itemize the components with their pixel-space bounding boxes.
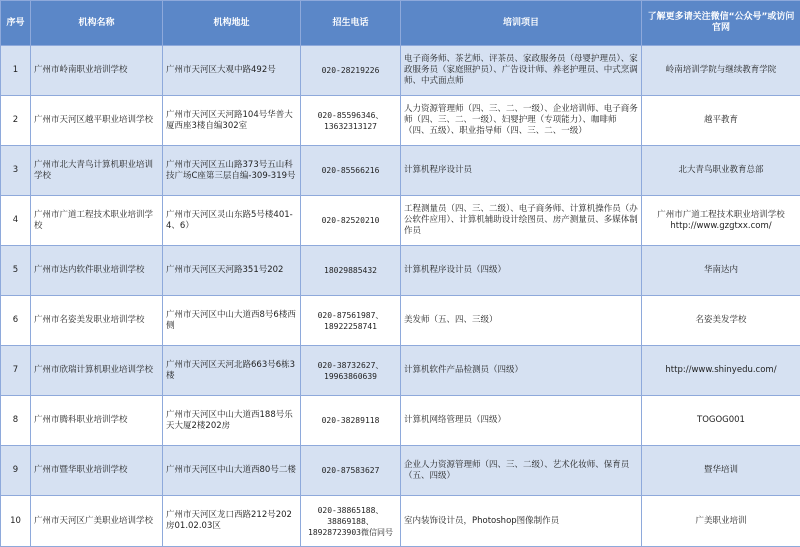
row-number: 10 bbox=[1, 496, 31, 547]
training-programs: 室内装饰设计员，Photoshop图像制作员 bbox=[401, 496, 642, 547]
school-name: 广州市达内软件职业培训学校 bbox=[31, 246, 163, 296]
school-phone: 020-87561987、18922258741 bbox=[301, 296, 401, 346]
training-programs: 工程测量员（四、三、二级）、电子商务师、计算机操作员（办公软件应用）、计算机辅助设计绘图员、房产测量员、多媒体制作员 bbox=[401, 196, 642, 246]
school-phone: 020-85596346、13632313127 bbox=[301, 96, 401, 146]
school-phone: 020-38732627、19963860639 bbox=[301, 346, 401, 396]
training-programs: 计算机程序设计员（四级） bbox=[401, 246, 642, 296]
school-address: 广州市天河区灵山东路5号楼401-4、6） bbox=[163, 196, 301, 246]
table-row bbox=[1, 396, 800, 446]
contact-info: 暨华培训 bbox=[642, 446, 800, 496]
header-name: 机构名称 bbox=[31, 1, 163, 46]
table-row bbox=[1, 246, 800, 296]
table-row bbox=[1, 496, 800, 547]
training-programs: 企业人力资源管理师（四、三、二级）、艺术化妆师、保育员（五、四级） bbox=[401, 446, 642, 496]
table-row bbox=[1, 196, 800, 246]
school-address: 广州市天河区天河北路663号6栋3楼 bbox=[163, 346, 301, 396]
school-address: 广州市天河区中山大道西80号二楼 bbox=[163, 446, 301, 496]
table-row bbox=[1, 146, 800, 196]
header-contact: 了解更多请关注微信“公众号”或访问官网 bbox=[642, 1, 800, 46]
row-number: 2 bbox=[1, 96, 31, 146]
training-programs: 电子商务师、茶艺师、评茶员、家政服务员（母婴护理员）、家政服务员（家庭照护员）、广告设计师、养老护理员、中式烹调师、中式面点师 bbox=[401, 46, 642, 96]
school-phone: 020-87583627 bbox=[301, 446, 401, 496]
school-name: 广州市广道工程技术职业培训学校 bbox=[31, 196, 163, 246]
row-number: 1 bbox=[1, 46, 31, 96]
header-phone: 招生电话 bbox=[301, 1, 401, 46]
row-number: 7 bbox=[1, 346, 31, 396]
school-address: 广州市天河区天河路351号202 bbox=[163, 246, 301, 296]
school-phone: 18029885432 bbox=[301, 246, 401, 296]
contact-info: 岭南培训学院与继续教育学院 bbox=[642, 46, 800, 96]
school-address: 广州市天河区五山路373号五山科技广场C座第三层自编-309-319号 bbox=[163, 146, 301, 196]
school-name: 广州市北大青鸟计算机职业培训学校 bbox=[31, 146, 163, 196]
school-name: 广州市天河区广美职业培训学校 bbox=[31, 496, 163, 547]
school-address: 广州市天河区大观中路492号 bbox=[163, 46, 301, 96]
contact-info: 华南达内 bbox=[642, 246, 800, 296]
training-programs: 人力资源管理师（四、三、二、一级）、企业培训师、电子商务师（四、三、二、一级）、妇婴护理（专项能力）、咖啡师（四、五级）、职业指导师（四、三、二、一级） bbox=[401, 96, 642, 146]
table-row bbox=[1, 46, 800, 96]
school-address: 广州市天河区天河路104号华普大厦西座3楼自编302室 bbox=[163, 96, 301, 146]
table-row bbox=[1, 296, 800, 346]
header-row bbox=[1, 1, 800, 46]
school-name: 广州市岭南职业培训学校 bbox=[31, 46, 163, 96]
training-programs: 计算机程序设计员 bbox=[401, 146, 642, 196]
school-address: 广州市天河区中山大道西188号乐天大厦2楼202房 bbox=[163, 396, 301, 446]
school-phone: 020-82520210 bbox=[301, 196, 401, 246]
table-row bbox=[1, 346, 800, 396]
contact-info: 名姿美发学校 bbox=[642, 296, 800, 346]
table-row bbox=[1, 446, 800, 496]
row-number: 8 bbox=[1, 396, 31, 446]
row-number: 9 bbox=[1, 446, 31, 496]
school-name: 广州市暨华职业培训学校 bbox=[31, 446, 163, 496]
row-number: 6 bbox=[1, 296, 31, 346]
school-name: 广州市腾科职业培训学校 bbox=[31, 396, 163, 446]
training-programs: 美发师（五、四、三级） bbox=[401, 296, 642, 346]
training-programs: 计算机软件产品检测员（四级） bbox=[401, 346, 642, 396]
school-address: 广州市天河区中山大道西8号6楼西侧 bbox=[163, 296, 301, 346]
row-number: 4 bbox=[1, 196, 31, 246]
row-number: 3 bbox=[1, 146, 31, 196]
contact-info: 广美职业培训 bbox=[642, 496, 800, 547]
school-name: 广州市天河区越平职业培训学校 bbox=[31, 96, 163, 146]
contact-info: http://www.shinyedu.com/ bbox=[642, 346, 800, 396]
contact-info: TOGOG001 bbox=[642, 396, 800, 446]
school-name: 广州市欣瑞计算机职业培训学校 bbox=[31, 346, 163, 396]
training-programs: 计算机网络管理员（四级） bbox=[401, 396, 642, 446]
contact-info: 越平教育 bbox=[642, 96, 800, 146]
school-phone: 020-38865188、38869188、18928723903微信同号 bbox=[301, 496, 401, 547]
school-phone: 020-28219226 bbox=[301, 46, 401, 96]
contact-info: 广州市广道工程技术职业培训学校 http://www.gzgtxx.com/ bbox=[642, 196, 800, 246]
row-number: 5 bbox=[1, 246, 31, 296]
header-programs: 培训项目 bbox=[401, 1, 642, 46]
school-name: 广州市名姿美发职业培训学校 bbox=[31, 296, 163, 346]
table-row bbox=[1, 96, 800, 146]
header-no: 序号 bbox=[1, 1, 31, 46]
contact-info: 北大青鸟职业教育总部 bbox=[642, 146, 800, 196]
school-phone: 020-85566216 bbox=[301, 146, 401, 196]
school-address: 广州市天河区龙口西路212号202房01.02.03区 bbox=[163, 496, 301, 547]
header-address: 机构地址 bbox=[163, 1, 301, 46]
school-phone: 020-38289118 bbox=[301, 396, 401, 446]
